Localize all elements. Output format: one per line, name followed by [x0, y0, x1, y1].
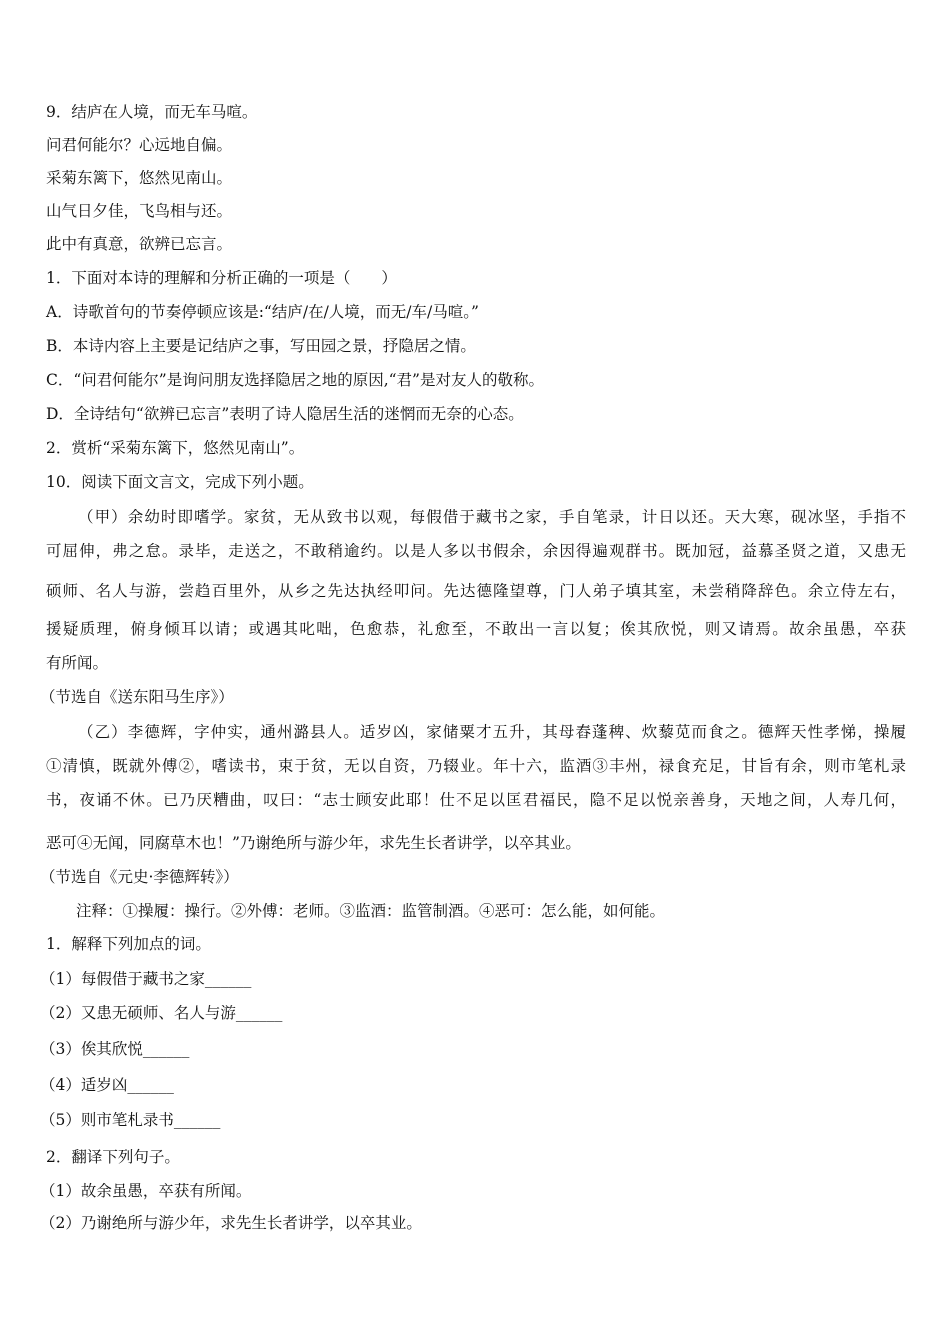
- sub-question: （3）俟其欣悦______: [40, 1040, 190, 1058]
- passage-line: 可屈伸，弗之怠。录毕，走送之，不敢稍逾约。以是人多以书假余，余因得遍观群书。既加冠，益慕圣贤之道，又患无: [46, 542, 906, 560]
- source-note: （节选自《送东阳马生序》）: [40, 688, 234, 706]
- annotation-note: 注释：①操履：操行。②外傅：老师。③监酒：监管制酒。④恶可：怎么能，如何能。: [76, 902, 666, 920]
- option-c: C．“问君何能尔”是询问朋友选择隐居之地的原因,“君”是对友人的敬称。: [46, 371, 544, 389]
- question-text: 10．阅读下面文言文，完成下列小题。: [46, 473, 314, 491]
- option-a: A．诗歌首句的节奏停顿应该是:“结庐/在/人境，而无/车/马喧。”: [46, 303, 479, 321]
- passage-line: 有所闻。: [46, 654, 109, 672]
- passage-line: 恶可④无闻，同腐草木也！”乃谢绝所与游少年，求先生长者讲学，以卒其业。: [46, 834, 581, 852]
- poem-line: 山气日夕佳，飞鸟相与还。: [46, 202, 233, 220]
- question-text: 2．翻译下列句子。: [46, 1148, 180, 1166]
- question-text: 2．赏析“采菊东篱下，悠然见南山”。: [46, 439, 305, 457]
- passage-line: （乙）李德辉，字仲实，通州潞县人。适岁凶，家储粟才五升，其母舂蓬稗、炊藜苋而食之。德辉天性孝悌，操履: [78, 723, 906, 741]
- passage-line: ①清慎，既就外傅②，嗜读书，束于贫，无以自资，乃辍业。年十六，监酒③丰州，禄食充足，甘旨有余，则市笔札录: [46, 757, 906, 775]
- poem-line: 问君何能尔？心远地自偏。: [46, 136, 233, 154]
- passage-line: 援疑质理，俯身倾耳以请；或遇其叱咄，色愈恭，礼愈至，不敢出一言以复；俟其欣悦，则又请焉。故余虽愚，卒获: [46, 620, 906, 638]
- question-text: 1．下面对本诗的理解和分析正确的一项是（ ）: [46, 269, 397, 287]
- passage-line: 书，夜诵不休。已乃厌糟曲，叹曰：“志士顾安此耶！仕不足以匡君福民，隐不足以悦亲善身，天地之间，人寿几何，: [46, 791, 906, 809]
- question-text: 1．解释下列加点的词。: [46, 935, 211, 953]
- sub-question: （1）故余虽愚，卒获有所闻。: [40, 1182, 252, 1200]
- passage-line: （甲）余幼时即嗜学。家贫，无从致书以观，每假借于藏书之家，手自笔录，计日以还。天大寒，砚冰坚，手指不: [78, 508, 906, 526]
- poem-line: 采菊东篱下，悠然见南山。: [46, 169, 233, 187]
- sub-question: （1）每假借于藏书之家______: [40, 970, 252, 988]
- sub-question: （5）则市笔札录书______: [40, 1111, 221, 1129]
- option-b: B．本诗内容上主要是记结庐之事，写田园之景，抒隐居之情。: [46, 337, 476, 355]
- sub-question: （2）乃谢绝所与游少年，求先生长者讲学，以卒其业。: [40, 1214, 422, 1232]
- poem-line: 此中有真意，欲辨已忘言。: [46, 235, 233, 253]
- source-note: （节选自《元史·李德辉转》）: [40, 868, 239, 886]
- passage-line: 硕师、名人与游，尝趋百里外，从乡之先达执经叩问。先达德隆望尊，门人弟子填其室，未尝稍降辞色。余立侍左右，: [46, 582, 906, 600]
- sub-question: （2）又患无硕师、名人与游______: [40, 1004, 283, 1022]
- sub-question: （4）适岁凶______: [40, 1076, 174, 1094]
- option-d: D．全诗结句“欲辨已忘言”表明了诗人隐居生活的迷惘而无奈的心态。: [46, 405, 524, 423]
- poem-line: 9．结庐在人境，而无车马喧。: [46, 103, 258, 121]
